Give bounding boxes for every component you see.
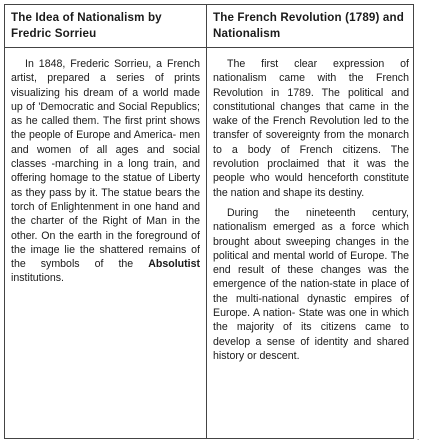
sorrieu-paragraph bbox=[11, 57, 200, 286]
sorrieu-text-cell bbox=[5, 48, 207, 438]
french-revolution-paragraph-2: During the nineteenth century, nationalism emerged as a force which brought about sweeping changes in the political and mental world of Europe. The end result of these changes was the emergence of the nation-state in place of the multi-national dynastic empires of Europe. A nation- State was one in which the majority of its citizens came to develop a sense of identity and shared history or descent. bbox=[213, 206, 409, 362]
french-revolution-paragraph-1: The first clear expression of nationalism came with the French Revolution in 1789. The political and constitutional changes that came in the wake of the French Revolution led to the transfer of sovereignty from the monarch to a body of French citizens. The revolution proclaimed that it was the people who would henceforth constitute the nation and shape its destiny. bbox=[213, 58, 409, 199]
header-french-revolution: The French Revolution (1789) and Nationalism bbox=[207, 5, 413, 48]
french-revolution-text-cell bbox=[207, 48, 413, 438]
sorrieu-paragraph-text: In 1848, Frederic Sorrieu, a French artist, prepared a series of prints visualizing his dream of a world made up of 'Democratic and Social Republics; as he called them. The first print shows the people of Europe and America- men and women of all ages and social classes -marching in a long train, and offering homage to the statue of Liberty as they pass by it. The statue bears the torch of Enlightenment in one hand and the charter of the Right of Man in the other. On the earth in the foreground of the image lie the shattered remains of the symbols of the bbox=[11, 58, 200, 271]
sorrieu-paragraph-end: institutions. bbox=[11, 272, 64, 285]
trailing-mark: . bbox=[417, 433, 420, 442]
comparison-table bbox=[4, 4, 414, 439]
absolutist-term: Absolutist bbox=[148, 258, 200, 271]
header-sorrieu: The Idea of Nationalism by Fredric Sorrieu bbox=[5, 5, 207, 48]
